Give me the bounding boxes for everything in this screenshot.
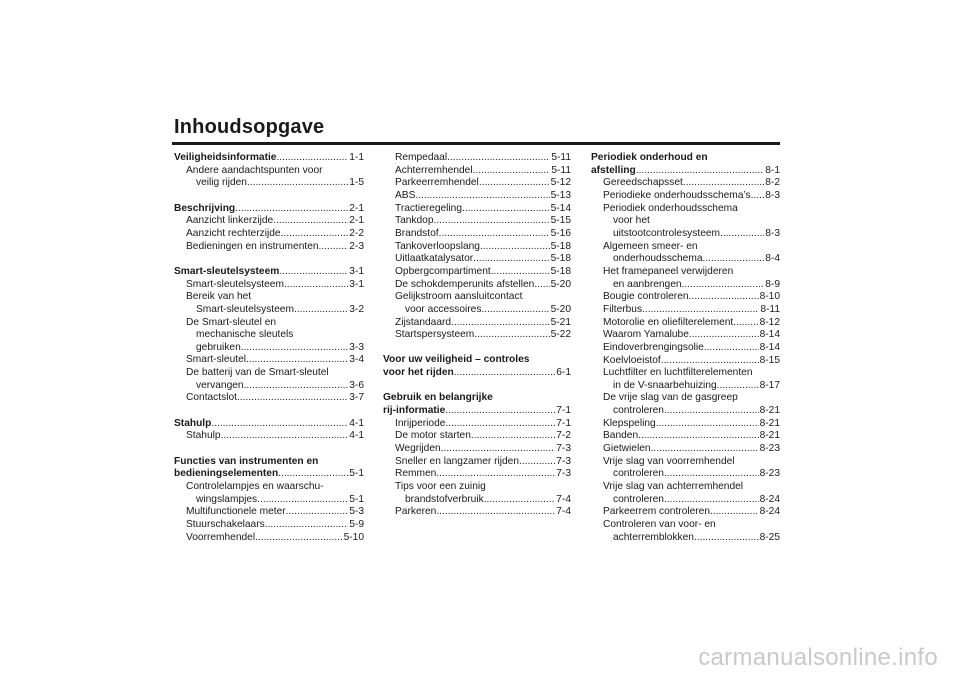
toc-text-line: De batterij van de Smart-sleutel — [186, 367, 329, 379]
toc-entry[interactable] — [591, 443, 780, 456]
toc-entry-title: bedieningselementen — [174, 468, 279, 480]
toc-page-number: 7-3 — [556, 443, 571, 455]
toc-entry[interactable] — [174, 430, 364, 443]
toc-entry-title: Stahulp — [174, 417, 212, 429]
toc-entry[interactable] — [174, 215, 364, 228]
toc-chapter-entry[interactable] — [174, 468, 364, 481]
toc-leader-dots — [534, 279, 549, 292]
toc-chapter-entry[interactable] — [174, 203, 364, 216]
toc-entry-title: Veiligheidsinformatie — [174, 152, 277, 163]
toc-leader-dots — [689, 291, 759, 304]
toc-page-number: 8-15 — [759, 354, 780, 366]
toc-chapter-entry[interactable] — [383, 367, 571, 380]
toc-leader-dots — [247, 177, 348, 190]
toc-entry-title: ABS — [395, 189, 416, 201]
toc-leader-dots — [664, 494, 759, 507]
toc-leader-dots — [278, 468, 348, 481]
toc-entry[interactable] — [591, 304, 780, 317]
toc-entry-title: Tankdop — [395, 215, 434, 227]
toc-text-line: Gebruik en belangrijke — [383, 392, 493, 404]
toc-page-number: 2-3 — [349, 240, 364, 252]
toc-page-number: 5-20 — [550, 278, 571, 290]
toc-page-number: 7-1 — [556, 417, 571, 429]
toc-text-line: De vrije slag van de gasgreep — [603, 392, 738, 404]
toc-leader-dots — [221, 430, 349, 443]
toc-entry[interactable] — [174, 506, 364, 519]
toc-entry[interactable] — [591, 329, 780, 342]
toc-entry-title: rij-informatie — [383, 405, 446, 417]
toc-entry[interactable] — [591, 380, 780, 393]
toc-page-number: 7-3 — [556, 455, 571, 467]
toc-entry-title: Startspersysteem — [395, 329, 475, 341]
toc-leader-dots — [473, 253, 549, 266]
toc-leader-dots — [720, 228, 764, 241]
toc-leader-dots — [211, 418, 348, 431]
toc-entry[interactable] — [591, 506, 780, 519]
toc-page-number: 8-3 — [765, 189, 780, 201]
toc-page-number: 8-2 — [765, 177, 780, 189]
toc-page-number: 3-7 — [349, 392, 364, 404]
toc-leader-dots — [241, 342, 349, 355]
toc-entry[interactable] — [383, 190, 571, 203]
watermark-text: carmanualsonline.info — [698, 644, 938, 671]
toc-page-number: 5-21 — [550, 316, 571, 328]
toc-page-number: 8-11 — [760, 303, 780, 315]
toc-chapter-entry[interactable] — [174, 418, 364, 431]
toc-leader-dots — [273, 215, 348, 228]
toc-chapter-entry[interactable] — [174, 266, 364, 279]
toc-entry[interactable] — [174, 342, 364, 355]
toc-entry-title: Eindoverbrengingsolie — [603, 341, 704, 353]
toc-entry[interactable] — [174, 241, 364, 254]
toc-leader-dots — [451, 317, 550, 330]
toc-text-line: Controlelampjes en waarschu- — [186, 481, 324, 492]
toc-entry-title: Smart-sleutel — [186, 354, 247, 366]
toc-page-number: 3-4 — [349, 354, 364, 366]
toc-entry-title: Opbergcompartiment — [395, 265, 491, 277]
toc-entry-title: De motor starten — [395, 430, 471, 442]
toc-entry-title: Gereedschapsset — [603, 177, 683, 189]
toc-entry[interactable] — [591, 291, 780, 304]
toc-entry[interactable] — [591, 532, 780, 545]
toc-entry-title: Brandstof — [395, 227, 439, 239]
toc-page-number: 2-1 — [349, 215, 364, 227]
toc-entry-title: en aanbrengen — [613, 278, 682, 290]
toc-page-number: 6-1 — [556, 367, 571, 379]
toc-page-number: 7-2 — [556, 430, 571, 442]
toc-entry-title: Bedieningen en instrumenten — [186, 240, 319, 252]
toc-page-number: 7-4 — [556, 493, 571, 505]
toc-entry[interactable] — [383, 456, 571, 469]
toc-entry[interactable] — [383, 215, 571, 228]
toc-leader-dots — [286, 506, 349, 519]
toc-page-number: 8-1 — [765, 164, 780, 176]
title-underline — [172, 142, 780, 145]
toc-page-number: 8-21 — [759, 417, 780, 429]
toc-entry-title: gebruiken — [196, 341, 241, 353]
toc-entry[interactable] — [383, 279, 571, 292]
toc-leader-dots — [319, 241, 349, 254]
toc-entry-title: Stahulp — [186, 430, 221, 442]
toc-entry[interactable] — [591, 418, 780, 431]
toc-page-number: 8-10 — [759, 291, 780, 303]
toc-entry[interactable] — [383, 152, 571, 165]
toc-chapter-entry[interactable] — [174, 152, 364, 165]
toc-entry-title: Periodieke onderhoudsschema’s — [603, 189, 751, 201]
toc-entry[interactable] — [591, 355, 780, 368]
toc-leader-dots — [471, 430, 555, 443]
toc-leader-dots — [246, 354, 348, 367]
toc-page-number: 5-1 — [349, 493, 364, 505]
toc-page-number: 4-1 — [349, 430, 364, 442]
toc-entry[interactable] — [591, 279, 780, 292]
toc-entry[interactable] — [591, 190, 780, 203]
toc-entry-title: Smart-sleutelsysteem — [174, 265, 280, 277]
toc-entry[interactable] — [174, 228, 364, 241]
toc-leader-dots — [636, 165, 765, 178]
toc-leader-dots — [651, 443, 759, 456]
toc-page-number: 8-9 — [765, 278, 780, 290]
toc-entry-title: wingslampjes — [196, 493, 258, 505]
toc-entry[interactable] — [174, 354, 364, 367]
toc-leader-dots — [447, 152, 550, 165]
toc-text-line: mechanische sleutels — [196, 329, 294, 341]
toc-page-number: 2-1 — [349, 202, 364, 214]
toc-entry[interactable] — [383, 317, 571, 330]
toc-entry-title: uitstootcontrolesysteem — [613, 227, 721, 239]
toc-page-number: 8-21 — [759, 405, 780, 417]
toc-entry[interactable] — [591, 468, 780, 481]
toc-entry[interactable] — [591, 253, 780, 266]
toc-page-number: 7-4 — [556, 506, 571, 518]
toc-page-number: 5-18 — [550, 265, 571, 277]
toc-leader-dots — [664, 468, 759, 481]
toc-entry-title: Tractieregeling — [395, 202, 463, 214]
toc-entry-title: Parkeren — [395, 506, 437, 518]
toc-entry-title: achterremblokken — [613, 531, 694, 543]
toc-text-line: Andere aandachtspunten voor — [186, 164, 323, 176]
toc-text-line: Het framepaneel verwijderen — [603, 265, 734, 277]
toc-page-number: 3-2 — [349, 303, 364, 315]
toc-entry-title: controleren — [613, 468, 664, 480]
toc-entry-title: Zijstandaard — [395, 316, 452, 328]
toc-entry-title: Smart-sleutelsysteem — [196, 303, 294, 315]
toc-page-number: 3-1 — [349, 278, 364, 290]
toc-entry[interactable] — [383, 266, 571, 279]
toc-page-number: 4-1 — [349, 417, 364, 429]
toc-leader-dots — [237, 392, 348, 405]
toc-text-line: Vrije slag van achterremhendel — [603, 481, 744, 493]
toc-entry[interactable] — [591, 494, 780, 507]
toc-page-number: 3-1 — [349, 265, 364, 277]
toc-entry[interactable] — [591, 430, 780, 443]
toc-entry[interactable] — [591, 342, 780, 355]
toc-entry[interactable] — [383, 304, 571, 317]
toc-entry-title: Beschrijving — [174, 202, 236, 214]
toc-entry-title: Sneller en langzamer rijden — [395, 455, 520, 467]
toc-entry-title: Aanzicht linkerzijde — [186, 215, 274, 227]
toc-page-number: 5-16 — [550, 227, 571, 239]
toc-page-number: 1-5 — [349, 177, 364, 189]
toc-page-number: 5-15 — [550, 215, 571, 227]
toc-leader-dots — [710, 506, 759, 519]
toc-leader-dots — [480, 241, 550, 254]
toc-entry-title: Contactslot — [186, 392, 237, 404]
toc-leader-dots — [276, 152, 348, 165]
toc-leader-dots — [439, 228, 550, 241]
toc-entry-title: Aanzicht rechterzijde — [186, 227, 281, 239]
toc-text-line: Algemeen smeer- en — [603, 240, 698, 252]
toc-entry[interactable] — [383, 418, 571, 431]
toc-leader-dots — [284, 279, 348, 292]
toc-entry[interactable] — [383, 165, 571, 178]
toc-entry[interactable] — [591, 177, 780, 190]
toc-leader-dots — [481, 304, 549, 317]
toc-entry-title: Klepspeling — [603, 417, 656, 429]
toc-spacer — [383, 380, 571, 393]
toc-leader-dots — [661, 355, 759, 368]
toc-entry-title: Multifunctionele meter — [186, 506, 286, 518]
toc-entry[interactable] — [383, 203, 571, 216]
toc-entry[interactable] — [383, 241, 571, 254]
toc-entry-title: vervangen — [196, 379, 244, 391]
toc-entry[interactable] — [174, 304, 364, 317]
toc-entry-title: onderhoudsschema — [613, 253, 703, 265]
toc-leader-dots — [235, 203, 348, 216]
toc-leader-dots — [294, 304, 348, 317]
toc-leader-dots — [281, 228, 349, 241]
toc-text-line: Functies van instrumenten en — [174, 455, 319, 467]
toc-leader-dots — [244, 380, 349, 393]
toc-leader-dots — [694, 532, 759, 545]
toc-leader-dots — [279, 266, 348, 279]
toc-text-line: Periodiek onderhoud en — [591, 152, 708, 163]
toc-page-number: 8-12 — [759, 316, 780, 328]
toc-entry[interactable] — [383, 506, 571, 519]
toc-entry[interactable] — [591, 405, 780, 418]
toc-leader-dots — [434, 215, 550, 228]
toc-leader-dots — [683, 177, 764, 190]
toc-page-number: 7-3 — [556, 468, 571, 480]
toc-leader-dots — [436, 506, 555, 519]
toc-leader-dots — [479, 177, 550, 190]
toc-page-number: 8-3 — [765, 227, 780, 239]
toc-leader-dots — [656, 418, 759, 431]
toc-spacer — [383, 342, 571, 355]
toc-page-number: 5-12 — [550, 177, 571, 189]
toc-page-number: 8-14 — [759, 329, 780, 341]
toc-leader-dots — [415, 190, 549, 203]
toc-page-number: 5-13 — [550, 189, 571, 201]
toc-leader-dots — [682, 279, 765, 292]
toc-entry-title: Motorolie en oliefilterelement — [603, 316, 734, 328]
toc-entry[interactable] — [383, 177, 571, 190]
toc-column-2 — [383, 152, 571, 519]
toc-entry-title: Koelvloeistof — [603, 354, 661, 366]
toc-entry-title: Remmen — [395, 468, 437, 480]
toc-page-number: 8-14 — [759, 341, 780, 353]
toc-leader-dots — [484, 494, 556, 507]
toc-entry-title: Parkeerrem controleren — [603, 506, 711, 518]
toc-text-line: Voor uw veiligheid – controles — [383, 354, 530, 366]
toc-page-number: 5-22 — [550, 329, 571, 341]
toc-leader-dots — [445, 418, 555, 431]
toc-page-number: 8-23 — [759, 468, 780, 480]
toc-page-number: 5-20 — [550, 303, 571, 315]
toc-leader-dots — [733, 317, 758, 330]
toc-entry-title: De schokdemperunits afstellen — [395, 278, 535, 290]
toc-page-number: 3-6 — [349, 379, 364, 391]
toc-leader-dots — [638, 430, 758, 443]
toc-entry-title: Wegrijden — [395, 443, 441, 455]
toc-entry-title: Voorremhendel — [186, 531, 256, 543]
toc-entry-title: Stuurschakelaars — [186, 518, 265, 530]
toc-entry[interactable] — [591, 317, 780, 330]
toc-leader-dots — [436, 468, 555, 481]
toc-spacer — [174, 190, 364, 203]
toc-page-number: 5-1 — [349, 468, 364, 480]
toc-entry-title: Parkeerremhendel — [395, 177, 479, 189]
toc-entry-title: Rempedaal — [395, 152, 448, 163]
toc-page-number: 8-23 — [759, 443, 780, 455]
toc-leader-dots — [717, 380, 759, 393]
toc-entry-title: voor accessoires — [405, 303, 482, 315]
toc-leader-dots — [474, 329, 549, 342]
toc-entry-title: Gietwielen — [603, 443, 651, 455]
toc-entry-title: Bougie controleren — [603, 291, 689, 303]
toc-text-line: Vrije slag van voorremhendel — [603, 455, 735, 467]
toc-page-number: 1-1 — [349, 152, 364, 163]
toc-entry-title: Inrijperiode — [395, 417, 446, 429]
toc-leader-dots — [751, 190, 765, 203]
toc-text-line: Luchtfilter en luchtfilterelementen — [603, 367, 753, 379]
toc-page-number: 5-14 — [550, 202, 571, 214]
toc-page-number: 8-4 — [765, 253, 780, 265]
toc-entry-title: controleren — [613, 493, 664, 505]
toc-leader-dots — [265, 519, 349, 532]
toc-entry-title: Uitlaatkatalysator — [395, 253, 474, 265]
toc-entry[interactable] — [383, 253, 571, 266]
toc-chapter-entry[interactable] — [591, 165, 780, 178]
toc-leader-dots — [454, 367, 556, 380]
toc-column-3 — [591, 152, 780, 544]
toc-leader-dots — [257, 494, 348, 507]
toc-page-number: 7-1 — [556, 405, 571, 417]
toc-entry[interactable] — [383, 329, 571, 342]
toc-entry-title: Smart-sleutelsysteem — [186, 278, 284, 290]
toc-page-number: 8-21 — [759, 430, 780, 442]
toc-page-number: 5-9 — [349, 518, 364, 530]
toc-entry[interactable] — [383, 430, 571, 443]
toc-entry-title: brandstofverbruik — [405, 493, 484, 505]
toc-entry[interactable] — [383, 468, 571, 481]
toc-page-number: 5-11 — [551, 164, 571, 176]
toc-text-line: De Smart-sleutel en — [186, 316, 277, 328]
toc-leader-dots — [462, 203, 550, 216]
toc-page-number: 8-24 — [759, 506, 780, 518]
toc-text-line: Periodiek onderhoudsschema — [603, 202, 738, 214]
toc-leader-dots — [642, 304, 759, 317]
toc-page-number: 5-18 — [550, 240, 571, 252]
toc-page-number: 8-25 — [759, 531, 780, 543]
toc-entry-title: controleren — [613, 405, 664, 417]
page-title: Inhoudsopgave — [174, 116, 325, 138]
toc-leader-dots — [689, 329, 759, 342]
toc-text-line: Tips voor een zuinig — [395, 481, 486, 493]
toc-leader-dots — [491, 266, 550, 279]
toc-page-number: 8-17 — [759, 379, 780, 391]
toc-page-number: 5-3 — [349, 506, 364, 518]
toc-text-line: Controleren van voor- en — [603, 519, 716, 531]
toc-entry-title: voor het rijden — [383, 367, 454, 379]
toc-entry-title: in de V-snaarbehuizing — [613, 379, 717, 391]
toc-entry-title: afstelling — [591, 164, 636, 176]
toc-entry[interactable] — [383, 494, 571, 507]
toc-leader-dots — [664, 405, 759, 418]
toc-spacer — [174, 443, 364, 456]
toc-column-1 — [174, 152, 364, 544]
toc-entry-title: Banden — [603, 430, 639, 442]
toc-page-number: 5-10 — [343, 531, 364, 543]
toc-leader-dots — [473, 165, 551, 178]
toc-entry[interactable] — [174, 279, 364, 292]
toc-entry[interactable] — [383, 443, 571, 456]
toc-entry-title: Waarom Yamalube — [603, 329, 689, 341]
toc-page-number: 8-24 — [759, 493, 780, 505]
toc-page-number: 3-3 — [349, 341, 364, 353]
toc-entry-title: veilig rijden — [196, 177, 247, 189]
toc-entry[interactable] — [174, 519, 364, 532]
toc-entry[interactable] — [591, 228, 780, 241]
toc-text-line: voor het — [613, 215, 650, 227]
toc-entry-title: Filterbus — [603, 303, 643, 315]
toc-spacer — [174, 253, 364, 266]
toc-entry[interactable] — [174, 177, 364, 190]
toc-entry[interactable] — [174, 494, 364, 507]
toc-leader-dots — [519, 456, 555, 469]
toc-entry[interactable] — [383, 228, 571, 241]
toc-page-number: 2-2 — [349, 227, 364, 239]
toc-leader-dots — [441, 443, 556, 456]
toc-page-number: 5-18 — [550, 253, 571, 265]
toc-entry[interactable] — [174, 392, 364, 405]
toc-entry-title: Achterremhendel — [395, 164, 473, 176]
toc-page-number: 5-11 — [551, 152, 571, 163]
toc-leader-dots — [445, 405, 555, 418]
toc-text-line: Gelijkstroom aansluitcontact — [395, 291, 523, 303]
toc-chapter-entry[interactable] — [383, 405, 571, 418]
toc-spacer — [174, 405, 364, 418]
toc-leader-dots — [255, 532, 343, 545]
toc-text-line: Bereik van het — [186, 291, 252, 303]
toc-leader-dots — [704, 342, 759, 355]
toc-leader-dots — [702, 253, 764, 266]
toc-entry[interactable] — [174, 380, 364, 393]
toc-entry-title: Tankoverloopslang — [395, 240, 480, 252]
toc-entry[interactable] — [174, 532, 364, 545]
